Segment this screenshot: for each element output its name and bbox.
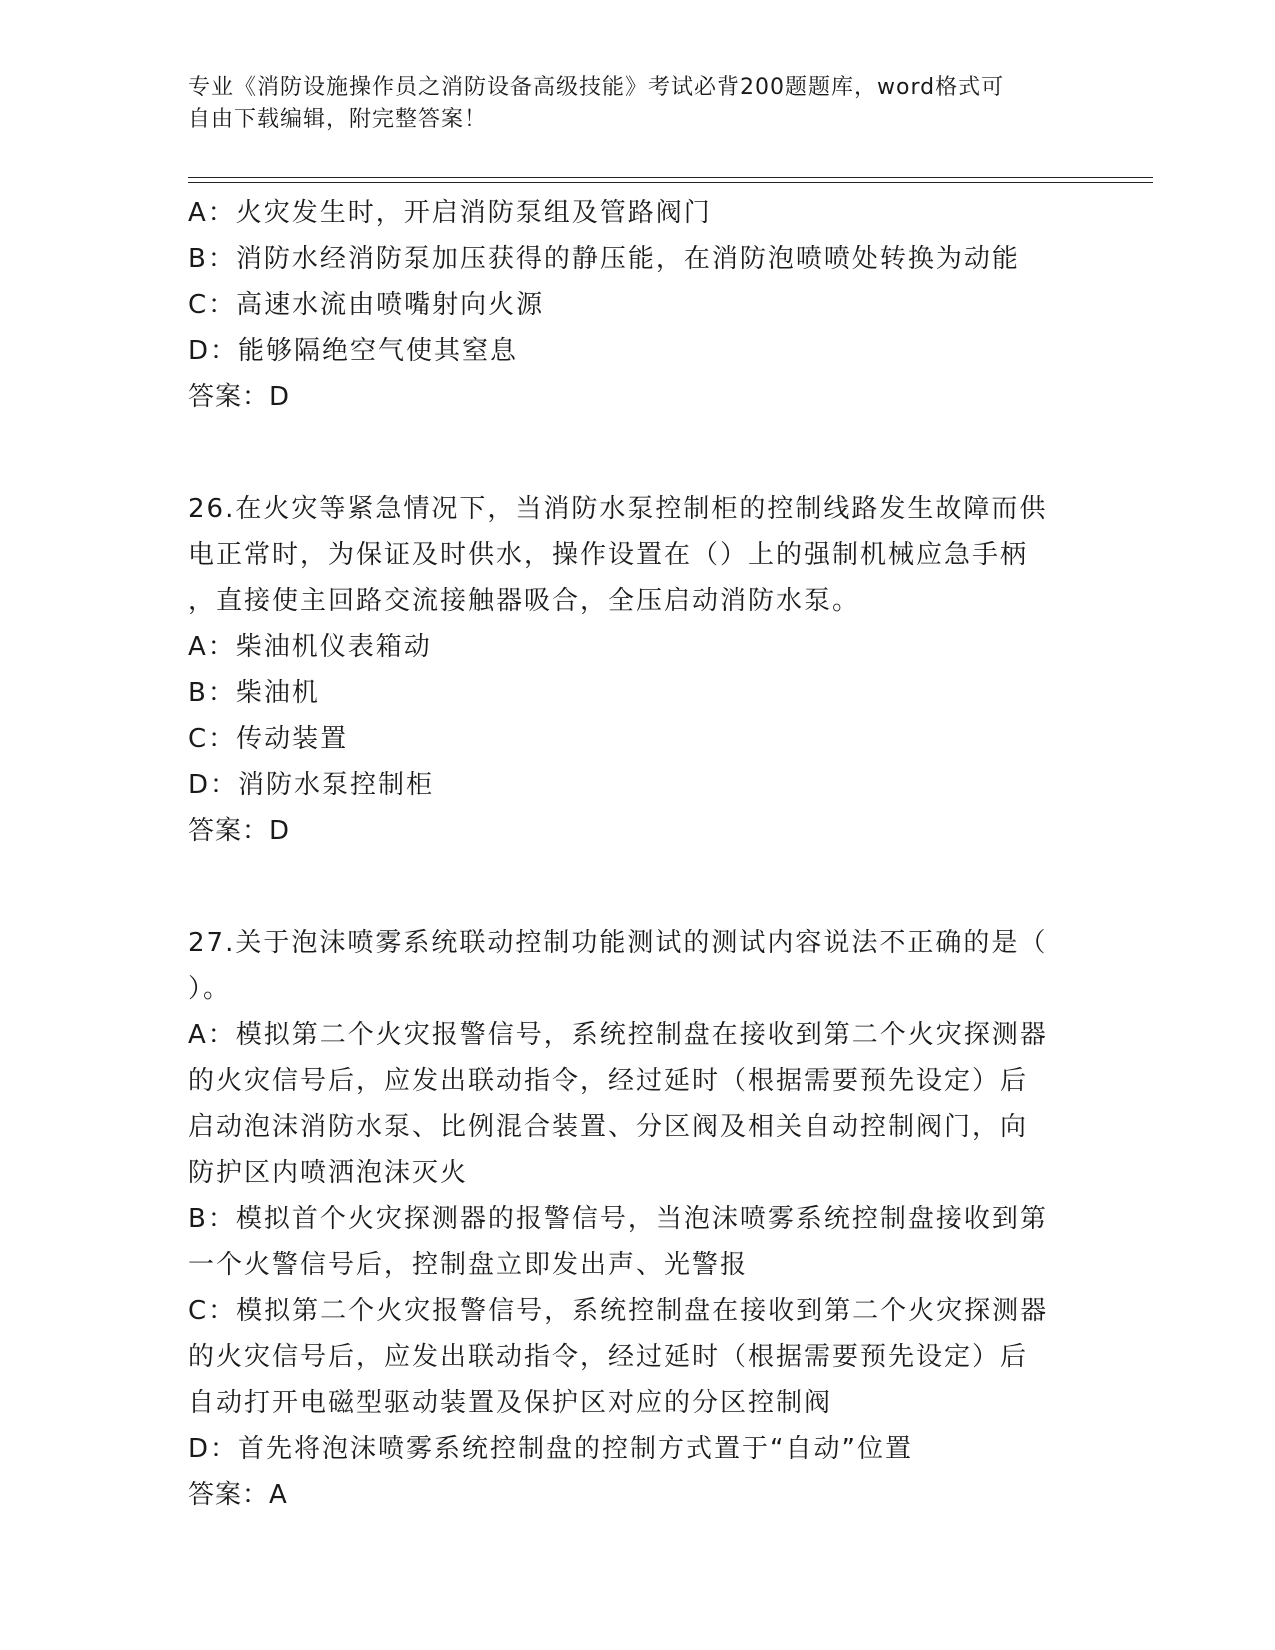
question-26	[188, 486, 1088, 854]
question-text: 电正常时，为保证及时供水，操作设置在（）上的强制机械应急手柄	[188, 540, 1029, 570]
option-c: C：高速水流由喷嘴射向火源	[188, 290, 545, 320]
option-c-cont: 自动打开电磁型驱动装置及保护区对应的分区控制阀	[188, 1388, 833, 1418]
header-divider	[188, 177, 1153, 178]
answer: 答案：A	[188, 1480, 288, 1510]
header-divider	[188, 182, 1153, 183]
option-a-cont: 的火灾信号后，应发出联动指令，经过延时（根据需要预先设定）后	[188, 1066, 1029, 1096]
question-text: ，直接使主回路交流接触器吸合，全压启动消防水泵。	[188, 586, 861, 616]
option-b: B：模拟首个火灾探测器的报警信号，当泡沫喷雾系统控制盘接收到第	[188, 1204, 1048, 1234]
spacer	[188, 420, 1088, 486]
document-header	[188, 72, 1088, 136]
option-c: C：传动装置	[188, 724, 349, 754]
header-line: 专业《消防设施操作员之消防设备高级技能》考试必背200题题库，word格式可	[188, 75, 1005, 100]
option-b: B：柴油机	[188, 678, 320, 708]
option-a-cont: 防护区内喷洒泡沫灭火	[188, 1158, 469, 1188]
option-d: D：首先将泡沫喷雾系统控制盘的控制方式置于“自动”位置	[188, 1434, 913, 1464]
option-a-cont: 启动泡沫消防水泵、比例混合装置、分区阀及相关自动控制阀门，向	[188, 1112, 1029, 1142]
question-text: 26.在火灾等紧急情况下，当消防水泵控制柜的控制线路发生故障而供	[188, 494, 1048, 524]
question-text: 27.关于泡沫喷雾系统联动控制功能测试的测试内容说法不正确的是（	[188, 928, 1048, 958]
spacer	[188, 854, 1088, 920]
answer: 答案：D	[188, 816, 291, 846]
option-a: A：模拟第二个火灾报警信号，系统控制盘在接收到第二个火灾探测器	[188, 1020, 1048, 1050]
option-a: A：柴油机仪表箱动	[188, 632, 432, 662]
option-d: D：消防水泵控制柜	[188, 770, 435, 800]
header-line: 自由下载编辑，附完整答案！	[188, 107, 488, 132]
question-list	[188, 190, 1088, 1518]
option-b: B：消防水经消防泵加压获得的静压能，在消防泡喷喷处转换为动能	[188, 244, 1020, 274]
question-25-continued	[188, 190, 1088, 420]
option-b-cont: 一个火警信号后，控制盘立即发出声、光警报	[188, 1250, 749, 1280]
question-text: ）。	[188, 974, 232, 1004]
option-d: D：能够隔绝空气使其窒息	[188, 336, 519, 366]
option-c: C：模拟第二个火灾报警信号，系统控制盘在接收到第二个火灾探测器	[188, 1296, 1049, 1326]
question-27	[188, 920, 1088, 1518]
answer: 答案：D	[188, 382, 291, 412]
option-c-cont: 的火灾信号后，应发出联动指令，经过延时（根据需要预先设定）后	[188, 1342, 1029, 1372]
option-a: A：火灾发生时，开启消防泵组及管路阀门	[188, 198, 712, 228]
